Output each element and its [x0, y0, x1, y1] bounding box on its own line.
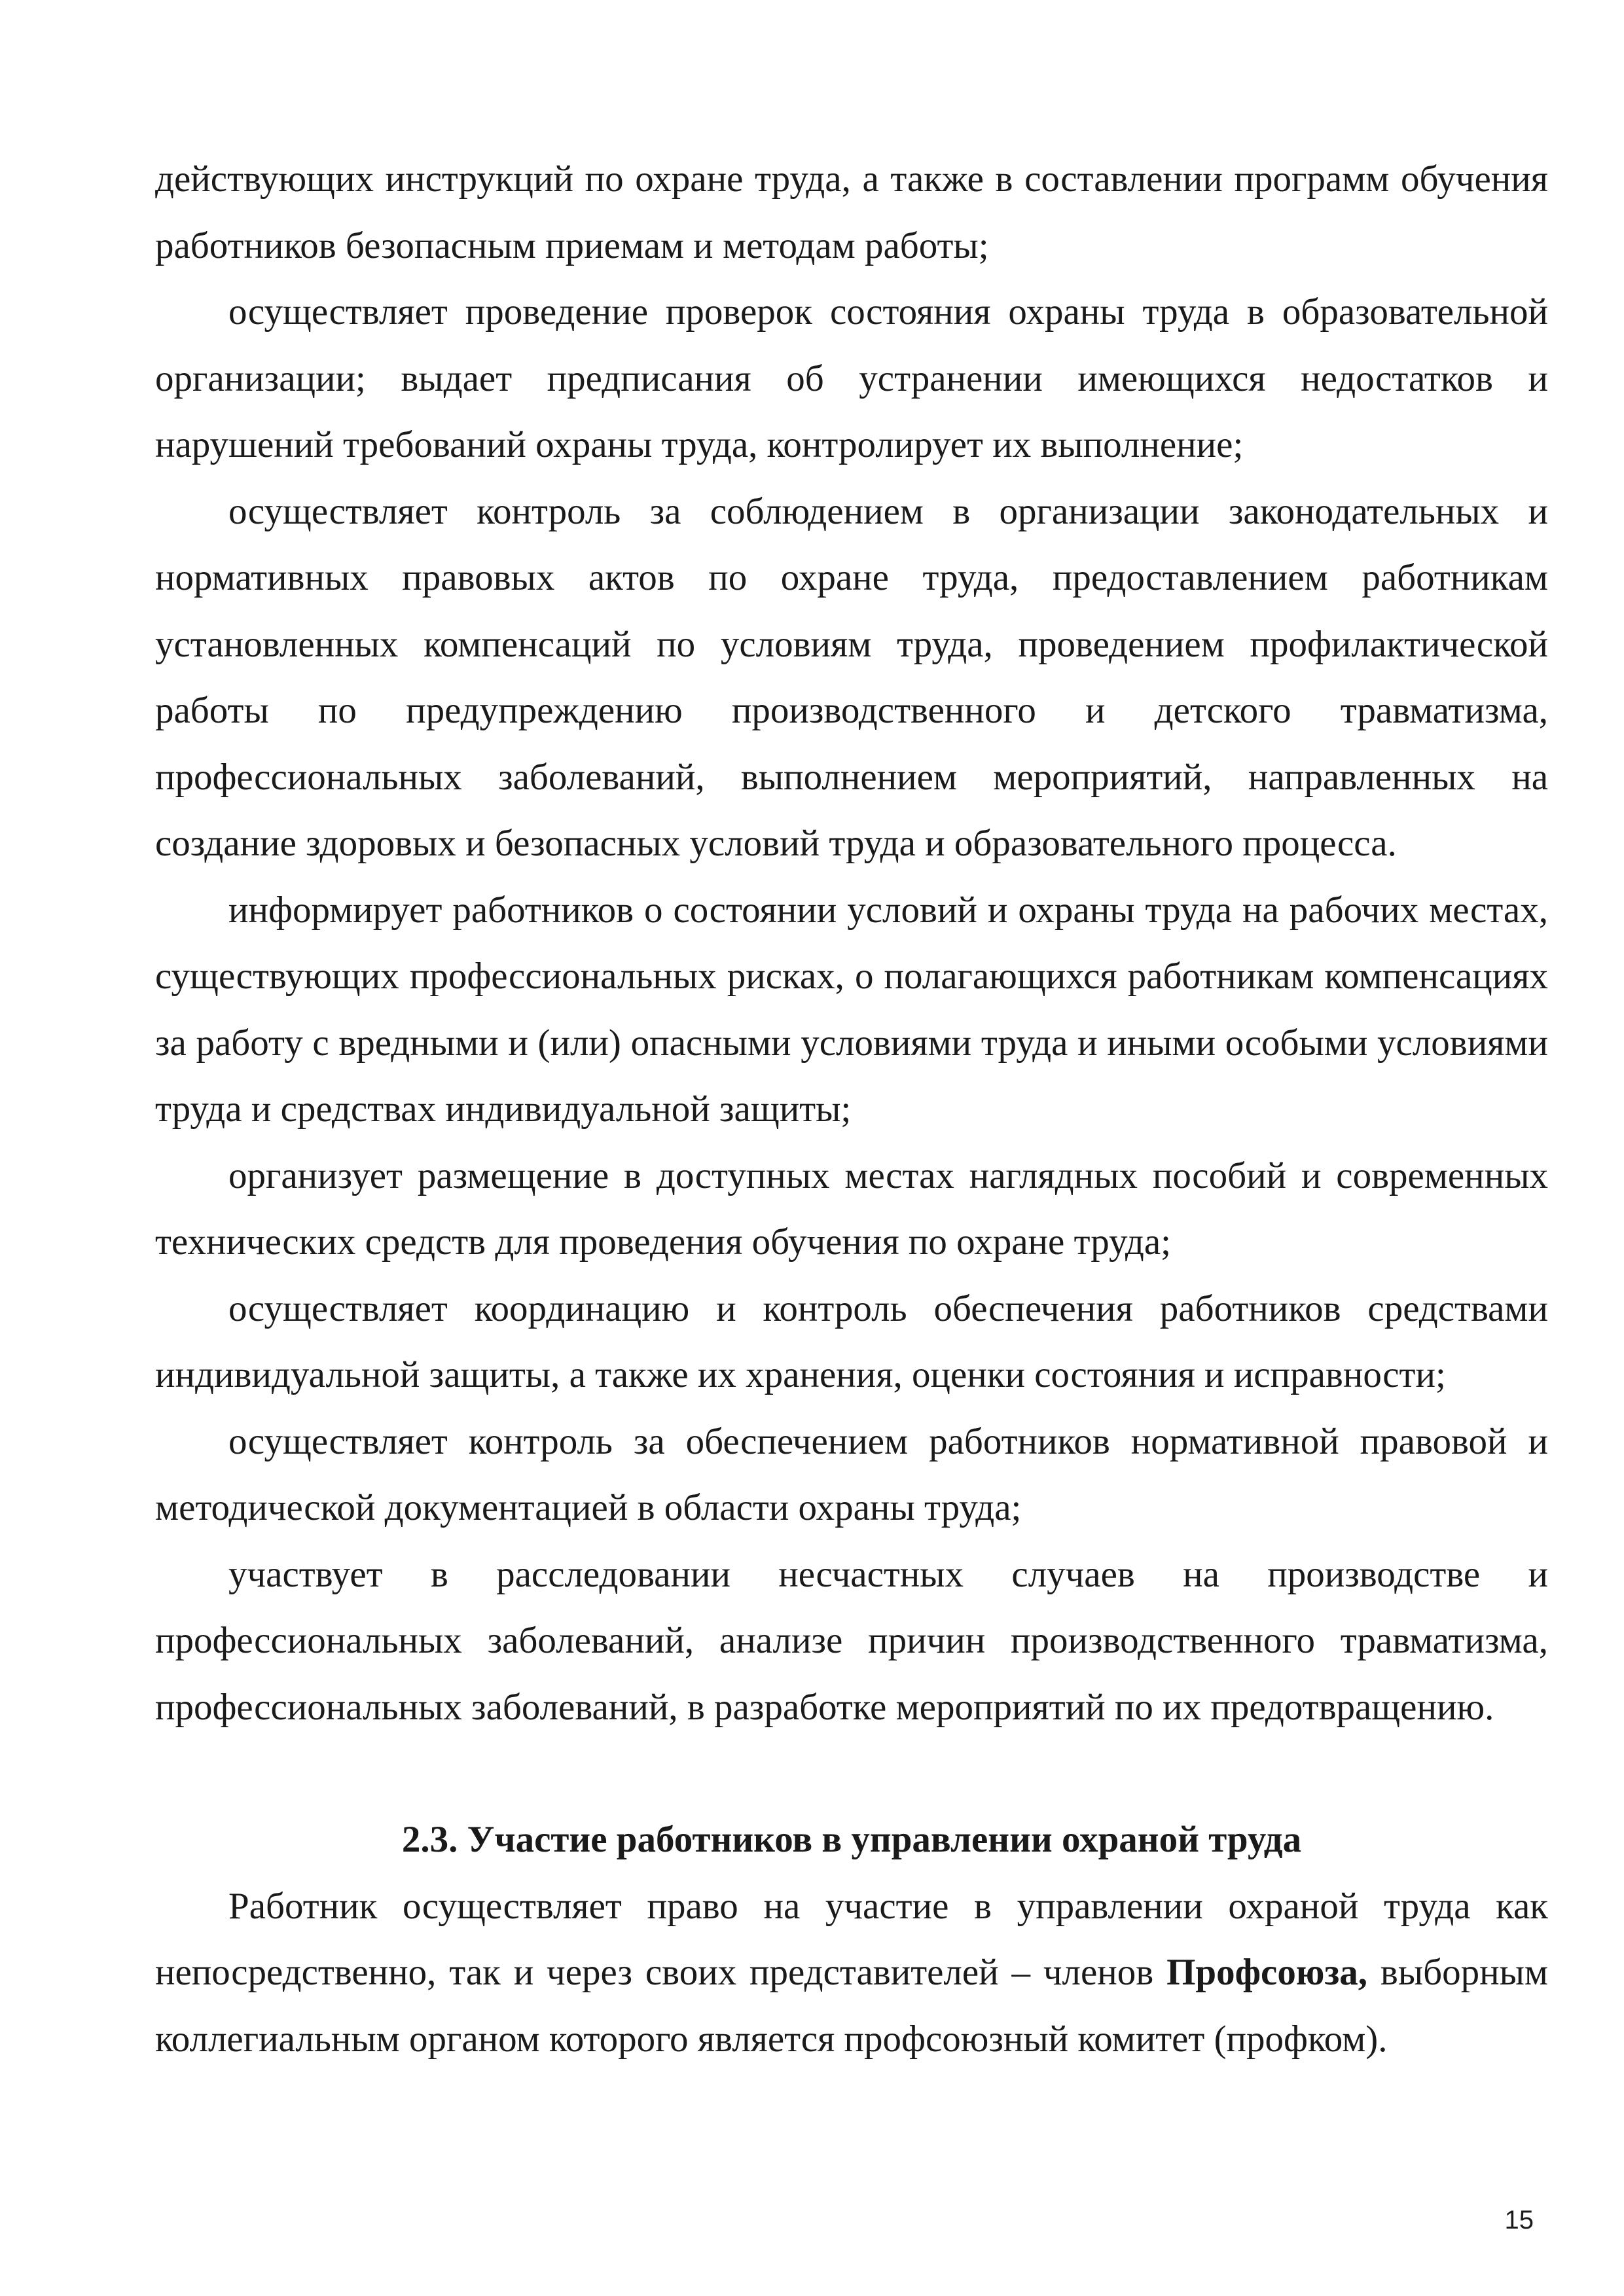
body-text — [155, 146, 1548, 2072]
paragraph-protective-equipment: осуществляет координацию и контроль обеспечения работников средствами индивидуальной защиты, а также их хранения, оценки состояния и исправности; — [155, 1287, 1548, 1395]
paragraph-documentation: осуществляет контроль за обеспечением работников нормативной правовой и методической документацией в области охраны труда; — [155, 1420, 1548, 1528]
paragraph-control-compliance: осуществляет контроль за соблюдением в организации законодательных и нормативных правовых актов по охране труда, предоставлением работникам установленных компенсаций по условиям труда, проведением профилактической работы по предупреждению производственного и детского травматизма, профессиональных заболеваний, выполнением мероприятий, направленных на создание здоровых и безопасных условий труда и образовательного процесса. — [155, 490, 1548, 864]
paragraph-informs-workers: информирует работников о состоянии условий и охраны труда на рабочих местах, существующих профессиональных рисках, о полагающихся работникам компенсациях за работу с вредными и (или) опасными условиями труда и иными особыми условиями труда и средствах индивидуальной защиты; — [155, 889, 1548, 1130]
paragraph-text-after: выборным коллегиальным органом которого является профсоюзный комитет (профком). — [155, 1952, 1548, 2060]
paragraph-text-before: Работник осуществляет право на участие в управлении охраной труда как непосредственно, так и через своих представителей – членов — [155, 1885, 1548, 1993]
trade-union-bold: Профсоюза, — [1166, 1952, 1368, 1993]
paragraph-accident-investigation: участвует в расследовании несчастных случаев на производстве и профессиональных заболеваний, анализе причин производственного травматизма, профессиональных заболеваний, в разработке мероприятий по их предотвращению. — [155, 1553, 1548, 1728]
paragraph-inspections: осуществляет проведение проверок состояния охраны труда в образовательной организации; выдает предписания об устранении имеющихся недостатков и нарушений требований охраны труда, контролирует их выполнение; — [155, 291, 1548, 465]
paragraph-duties-instructions: действующих инструкций по охране труда, а также в составлении программ обучения работников безопасным приемам и методам работы; — [155, 158, 1548, 266]
page-number: 15 — [1504, 2206, 1534, 2234]
section-heading: 2.3. Участие работников в управлении охраной труда — [401, 1819, 1302, 1860]
paragraph-visual-aids: организует размещение в доступных местах наглядных пособий и современных технических средств для проведения обучения по охране труда; — [155, 1155, 1548, 1263]
paragraph-worker-participation — [155, 1873, 1548, 2073]
